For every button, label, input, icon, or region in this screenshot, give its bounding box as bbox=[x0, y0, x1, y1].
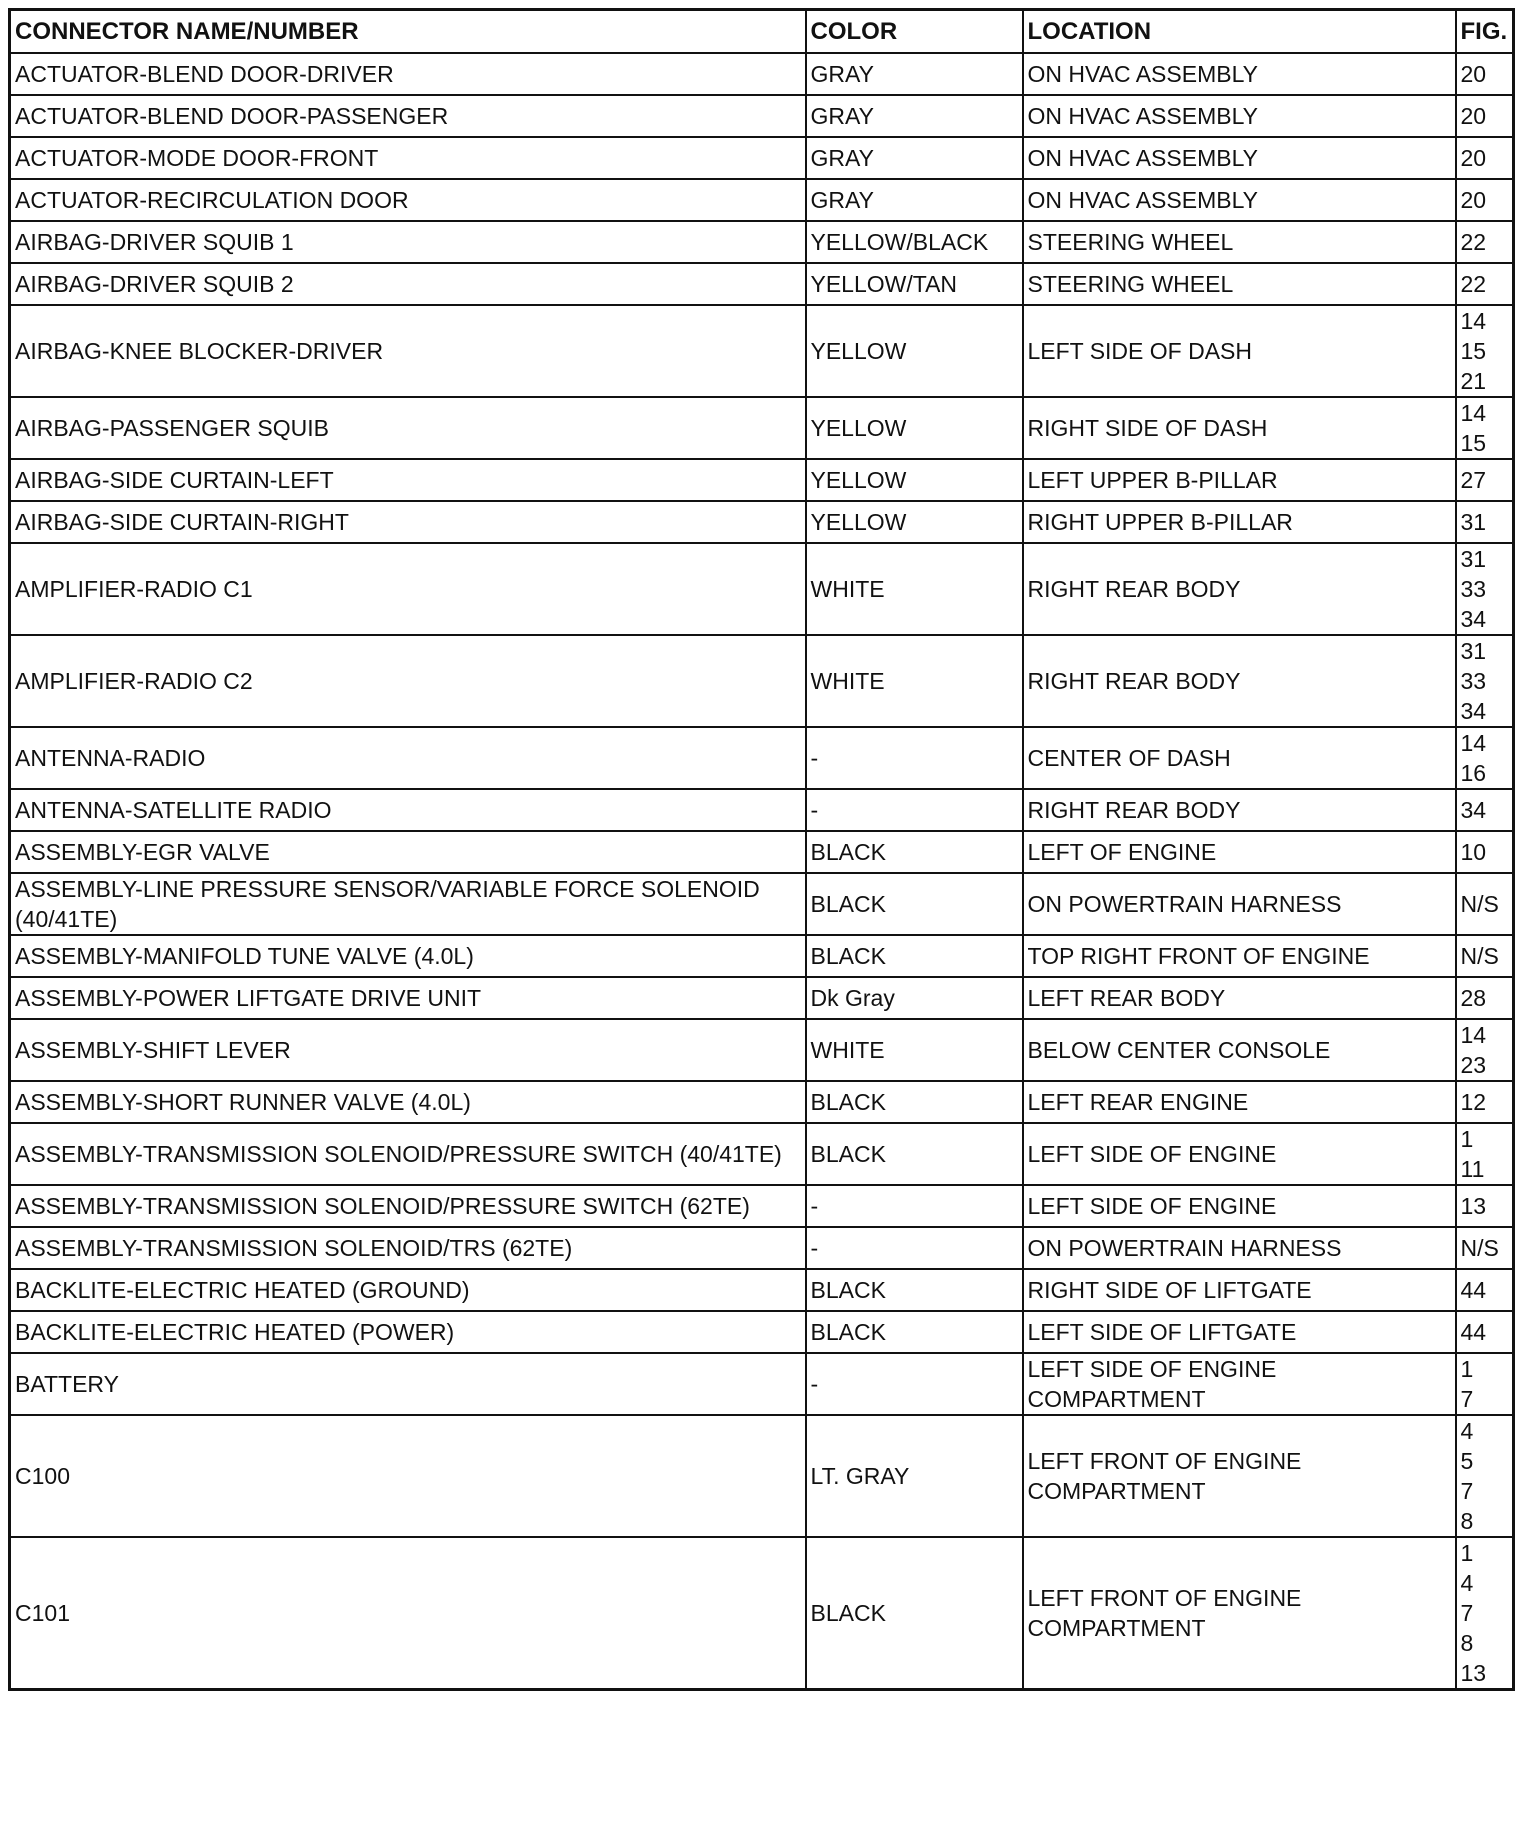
table-row bbox=[10, 1123, 1514, 1185]
color-cell: YELLOW bbox=[806, 501, 1023, 543]
table-row bbox=[10, 789, 1514, 831]
location-cell: STEERING WHEEL bbox=[1023, 221, 1456, 263]
connector-name-cell: AMPLIFIER-RADIO C1 bbox=[10, 543, 806, 635]
connector-table bbox=[8, 8, 1515, 1691]
header-row bbox=[10, 10, 1514, 54]
connector-name-cell: BATTERY bbox=[10, 1353, 806, 1415]
fig-cell bbox=[1456, 137, 1514, 179]
fig-number: 4 bbox=[1460, 1570, 1474, 1596]
fig-cell bbox=[1456, 1353, 1514, 1415]
table-row bbox=[10, 179, 1514, 221]
fig-number: 7 bbox=[1460, 1600, 1474, 1626]
location-cell: LEFT REAR ENGINE bbox=[1023, 1081, 1456, 1123]
location-cell: ON HVAC ASSEMBLY bbox=[1023, 137, 1456, 179]
color-cell: - bbox=[806, 1185, 1023, 1227]
fig-number: 14 bbox=[1460, 730, 1487, 756]
location-cell: LEFT FRONT OF ENGINE COMPARTMENT bbox=[1023, 1415, 1456, 1537]
location-cell: TOP RIGHT FRONT OF ENGINE bbox=[1023, 935, 1456, 977]
connector-name-cell: AIRBAG-DRIVER SQUIB 2 bbox=[10, 263, 806, 305]
connector-name-cell: C100 bbox=[10, 1415, 806, 1537]
connector-name-cell: ASSEMBLY-SHORT RUNNER VALVE (4.0L) bbox=[10, 1081, 806, 1123]
fig-cell bbox=[1456, 543, 1514, 635]
fig-number: N/S bbox=[1460, 943, 1499, 969]
color-cell: YELLOW bbox=[806, 459, 1023, 501]
location-cell: RIGHT REAR BODY bbox=[1023, 543, 1456, 635]
fig-number: 13 bbox=[1460, 1193, 1487, 1219]
connector-name-cell: ACTUATOR-BLEND DOOR-DRIVER bbox=[10, 53, 806, 95]
connector-name-cell: ASSEMBLY-EGR VALVE bbox=[10, 831, 806, 873]
table-row bbox=[10, 727, 1514, 789]
fig-cell bbox=[1456, 53, 1514, 95]
table-row bbox=[10, 263, 1514, 305]
fig-number: 14 bbox=[1460, 308, 1487, 334]
fig-number: 8 bbox=[1460, 1508, 1474, 1534]
color-cell: YELLOW/BLACK bbox=[806, 221, 1023, 263]
location-cell: LEFT OF ENGINE bbox=[1023, 831, 1456, 873]
connector-name-cell: ANTENNA-SATELLITE RADIO bbox=[10, 789, 806, 831]
location-cell: LEFT SIDE OF LIFTGATE bbox=[1023, 1311, 1456, 1353]
fig-number: 15 bbox=[1460, 338, 1487, 364]
connector-name-cell: AIRBAG-SIDE CURTAIN-RIGHT bbox=[10, 501, 806, 543]
table-row bbox=[10, 221, 1514, 263]
fig-number: N/S bbox=[1460, 1235, 1499, 1261]
connector-name-cell: ASSEMBLY-POWER LIFTGATE DRIVE UNIT bbox=[10, 977, 806, 1019]
location-cell: ON POWERTRAIN HARNESS bbox=[1023, 1227, 1456, 1269]
fig-number: 44 bbox=[1460, 1277, 1487, 1303]
color-cell: WHITE bbox=[806, 635, 1023, 727]
location-cell: RIGHT SIDE OF DASH bbox=[1023, 397, 1456, 459]
fig-cell bbox=[1456, 831, 1514, 873]
location-cell: RIGHT SIDE OF LIFTGATE bbox=[1023, 1269, 1456, 1311]
fig-cell bbox=[1456, 789, 1514, 831]
location-cell: LEFT SIDE OF DASH bbox=[1023, 305, 1456, 397]
location-cell: ON HVAC ASSEMBLY bbox=[1023, 53, 1456, 95]
connector-name-cell: AIRBAG-DRIVER SQUIB 1 bbox=[10, 221, 806, 263]
location-cell: LEFT FRONT OF ENGINE COMPARTMENT bbox=[1023, 1537, 1456, 1690]
fig-cell bbox=[1456, 1019, 1514, 1081]
connector-name-cell: ASSEMBLY-MANIFOLD TUNE VALVE (4.0L) bbox=[10, 935, 806, 977]
color-cell: BLACK bbox=[806, 1311, 1023, 1353]
fig-number: 10 bbox=[1460, 839, 1487, 865]
connector-name-cell: ACTUATOR-BLEND DOOR-PASSENGER bbox=[10, 95, 806, 137]
fig-cell bbox=[1456, 221, 1514, 263]
header-location: LOCATION bbox=[1023, 10, 1456, 54]
fig-number: 31 bbox=[1460, 509, 1487, 535]
fig-number: N/S bbox=[1460, 891, 1499, 917]
table-row bbox=[10, 1019, 1514, 1081]
header-color: COLOR bbox=[806, 10, 1023, 54]
fig-number: 34 bbox=[1460, 698, 1487, 724]
fig-number: 20 bbox=[1460, 187, 1487, 213]
color-cell: - bbox=[806, 1227, 1023, 1269]
table-body bbox=[10, 53, 1514, 1690]
table-row bbox=[10, 543, 1514, 635]
fig-number: 34 bbox=[1460, 797, 1487, 823]
table-row bbox=[10, 501, 1514, 543]
table-row bbox=[10, 397, 1514, 459]
table-row bbox=[10, 53, 1514, 95]
fig-number: 1 bbox=[1460, 1540, 1474, 1566]
connector-name-cell: ASSEMBLY-TRANSMISSION SOLENOID/PRESSURE SWITCH (62TE) bbox=[10, 1185, 806, 1227]
fig-cell bbox=[1456, 263, 1514, 305]
color-cell: GRAY bbox=[806, 53, 1023, 95]
fig-number: 7 bbox=[1460, 1478, 1474, 1504]
location-cell: LEFT SIDE OF ENGINE bbox=[1023, 1123, 1456, 1185]
fig-number: 16 bbox=[1460, 760, 1487, 786]
color-cell: BLACK bbox=[806, 873, 1023, 935]
color-cell: GRAY bbox=[806, 179, 1023, 221]
table-row bbox=[10, 459, 1514, 501]
color-cell: GRAY bbox=[806, 137, 1023, 179]
fig-cell bbox=[1456, 1311, 1514, 1353]
fig-number: 28 bbox=[1460, 985, 1487, 1011]
header-fig: FIG. bbox=[1456, 10, 1514, 54]
table-row bbox=[10, 1415, 1514, 1537]
header-connector-name: CONNECTOR NAME/NUMBER bbox=[10, 10, 806, 54]
color-cell: WHITE bbox=[806, 1019, 1023, 1081]
fig-number: 14 bbox=[1460, 1022, 1487, 1048]
fig-number: 7 bbox=[1460, 1386, 1474, 1412]
fig-cell bbox=[1456, 1185, 1514, 1227]
location-cell: CENTER OF DASH bbox=[1023, 727, 1456, 789]
connector-name-cell: AIRBAG-KNEE BLOCKER-DRIVER bbox=[10, 305, 806, 397]
connector-name-cell: ACTUATOR-RECIRCULATION DOOR bbox=[10, 179, 806, 221]
color-cell: GRAY bbox=[806, 95, 1023, 137]
table-row bbox=[10, 935, 1514, 977]
fig-number: 13 bbox=[1460, 1660, 1487, 1686]
table-row bbox=[10, 1311, 1514, 1353]
connector-name-cell: AMPLIFIER-RADIO C2 bbox=[10, 635, 806, 727]
color-cell: - bbox=[806, 1353, 1023, 1415]
fig-cell bbox=[1456, 1415, 1514, 1537]
fig-number: 27 bbox=[1460, 467, 1487, 493]
color-cell: WHITE bbox=[806, 543, 1023, 635]
color-cell: BLACK bbox=[806, 935, 1023, 977]
fig-number: 34 bbox=[1460, 606, 1487, 632]
connector-name-cell: BACKLITE-ELECTRIC HEATED (POWER) bbox=[10, 1311, 806, 1353]
table-row bbox=[10, 1537, 1514, 1690]
connector-name-cell: ASSEMBLY-LINE PRESSURE SENSOR/VARIABLE FORCE SOLENOID (40/41TE) bbox=[10, 873, 806, 935]
color-cell: BLACK bbox=[806, 831, 1023, 873]
fig-number: 20 bbox=[1460, 103, 1487, 129]
color-cell: - bbox=[806, 727, 1023, 789]
fig-cell bbox=[1456, 1081, 1514, 1123]
fig-number: 11 bbox=[1460, 1156, 1485, 1182]
location-cell: LEFT SIDE OF ENGINE COMPARTMENT bbox=[1023, 1353, 1456, 1415]
fig-cell bbox=[1456, 1123, 1514, 1185]
fig-cell bbox=[1456, 977, 1514, 1019]
color-cell: YELLOW/TAN bbox=[806, 263, 1023, 305]
fig-number: 33 bbox=[1460, 668, 1487, 694]
table-row bbox=[10, 305, 1514, 397]
color-cell: BLACK bbox=[806, 1537, 1023, 1690]
location-cell: BELOW CENTER CONSOLE bbox=[1023, 1019, 1456, 1081]
table-row bbox=[10, 1227, 1514, 1269]
color-cell: Dk Gray bbox=[806, 977, 1023, 1019]
color-cell: BLACK bbox=[806, 1123, 1023, 1185]
table-row bbox=[10, 977, 1514, 1019]
fig-cell bbox=[1456, 397, 1514, 459]
location-cell: RIGHT REAR BODY bbox=[1023, 789, 1456, 831]
fig-number: 14 bbox=[1460, 400, 1487, 426]
connector-name-cell: ANTENNA-RADIO bbox=[10, 727, 806, 789]
color-cell: YELLOW bbox=[806, 305, 1023, 397]
fig-cell bbox=[1456, 727, 1514, 789]
fig-number: 20 bbox=[1460, 61, 1487, 87]
location-cell: STEERING WHEEL bbox=[1023, 263, 1456, 305]
fig-cell bbox=[1456, 179, 1514, 221]
fig-number: 4 bbox=[1460, 1418, 1474, 1444]
fig-cell bbox=[1456, 459, 1514, 501]
color-cell: LT. GRAY bbox=[806, 1415, 1023, 1537]
table-row bbox=[10, 95, 1514, 137]
location-cell: RIGHT UPPER B-PILLAR bbox=[1023, 501, 1456, 543]
fig-number: 1 bbox=[1460, 1356, 1474, 1382]
connector-name-cell: AIRBAG-PASSENGER SQUIB bbox=[10, 397, 806, 459]
location-cell: RIGHT REAR BODY bbox=[1023, 635, 1456, 727]
fig-number: 22 bbox=[1460, 271, 1487, 297]
fig-cell bbox=[1456, 95, 1514, 137]
fig-number: 33 bbox=[1460, 576, 1487, 602]
fig-cell bbox=[1456, 305, 1514, 397]
connector-name-cell: ASSEMBLY-TRANSMISSION SOLENOID/PRESSURE SWITCH (40/41TE) bbox=[10, 1123, 806, 1185]
fig-number: 22 bbox=[1460, 229, 1487, 255]
table-row bbox=[10, 831, 1514, 873]
table-row bbox=[10, 1185, 1514, 1227]
fig-cell bbox=[1456, 1269, 1514, 1311]
connector-name-cell: C101 bbox=[10, 1537, 806, 1690]
fig-number: 1 bbox=[1460, 1126, 1474, 1152]
fig-cell bbox=[1456, 935, 1514, 977]
location-cell: LEFT REAR BODY bbox=[1023, 977, 1456, 1019]
connector-name-cell: ASSEMBLY-TRANSMISSION SOLENOID/TRS (62TE) bbox=[10, 1227, 806, 1269]
fig-number: 12 bbox=[1460, 1089, 1487, 1115]
location-cell: LEFT UPPER B-PILLAR bbox=[1023, 459, 1456, 501]
fig-number: 31 bbox=[1460, 546, 1487, 572]
fig-cell bbox=[1456, 635, 1514, 727]
fig-number: 5 bbox=[1460, 1448, 1474, 1474]
fig-cell bbox=[1456, 873, 1514, 935]
color-cell: YELLOW bbox=[806, 397, 1023, 459]
fig-number: 20 bbox=[1460, 145, 1487, 171]
location-cell: ON HVAC ASSEMBLY bbox=[1023, 179, 1456, 221]
table-row bbox=[10, 1353, 1514, 1415]
fig-cell bbox=[1456, 501, 1514, 543]
connector-name-cell: BACKLITE-ELECTRIC HEATED (GROUND) bbox=[10, 1269, 806, 1311]
fig-cell bbox=[1456, 1227, 1514, 1269]
connector-name-cell: AIRBAG-SIDE CURTAIN-LEFT bbox=[10, 459, 806, 501]
fig-number: 44 bbox=[1460, 1319, 1487, 1345]
table-row bbox=[10, 1081, 1514, 1123]
location-cell: LEFT SIDE OF ENGINE bbox=[1023, 1185, 1456, 1227]
fig-number: 23 bbox=[1460, 1052, 1487, 1078]
fig-cell bbox=[1456, 1537, 1514, 1690]
fig-number: 31 bbox=[1460, 638, 1487, 664]
fig-number: 8 bbox=[1460, 1630, 1474, 1656]
connector-name-cell: ACTUATOR-MODE DOOR-FRONT bbox=[10, 137, 806, 179]
table-row bbox=[10, 873, 1514, 935]
table-row bbox=[10, 137, 1514, 179]
table-row bbox=[10, 635, 1514, 727]
table-row bbox=[10, 1269, 1514, 1311]
color-cell: BLACK bbox=[806, 1081, 1023, 1123]
color-cell: - bbox=[806, 789, 1023, 831]
connector-name-cell: ASSEMBLY-SHIFT LEVER bbox=[10, 1019, 806, 1081]
color-cell: BLACK bbox=[806, 1269, 1023, 1311]
fig-number: 21 bbox=[1460, 368, 1487, 394]
location-cell: ON POWERTRAIN HARNESS bbox=[1023, 873, 1456, 935]
fig-number: 15 bbox=[1460, 430, 1487, 456]
location-cell: ON HVAC ASSEMBLY bbox=[1023, 95, 1456, 137]
